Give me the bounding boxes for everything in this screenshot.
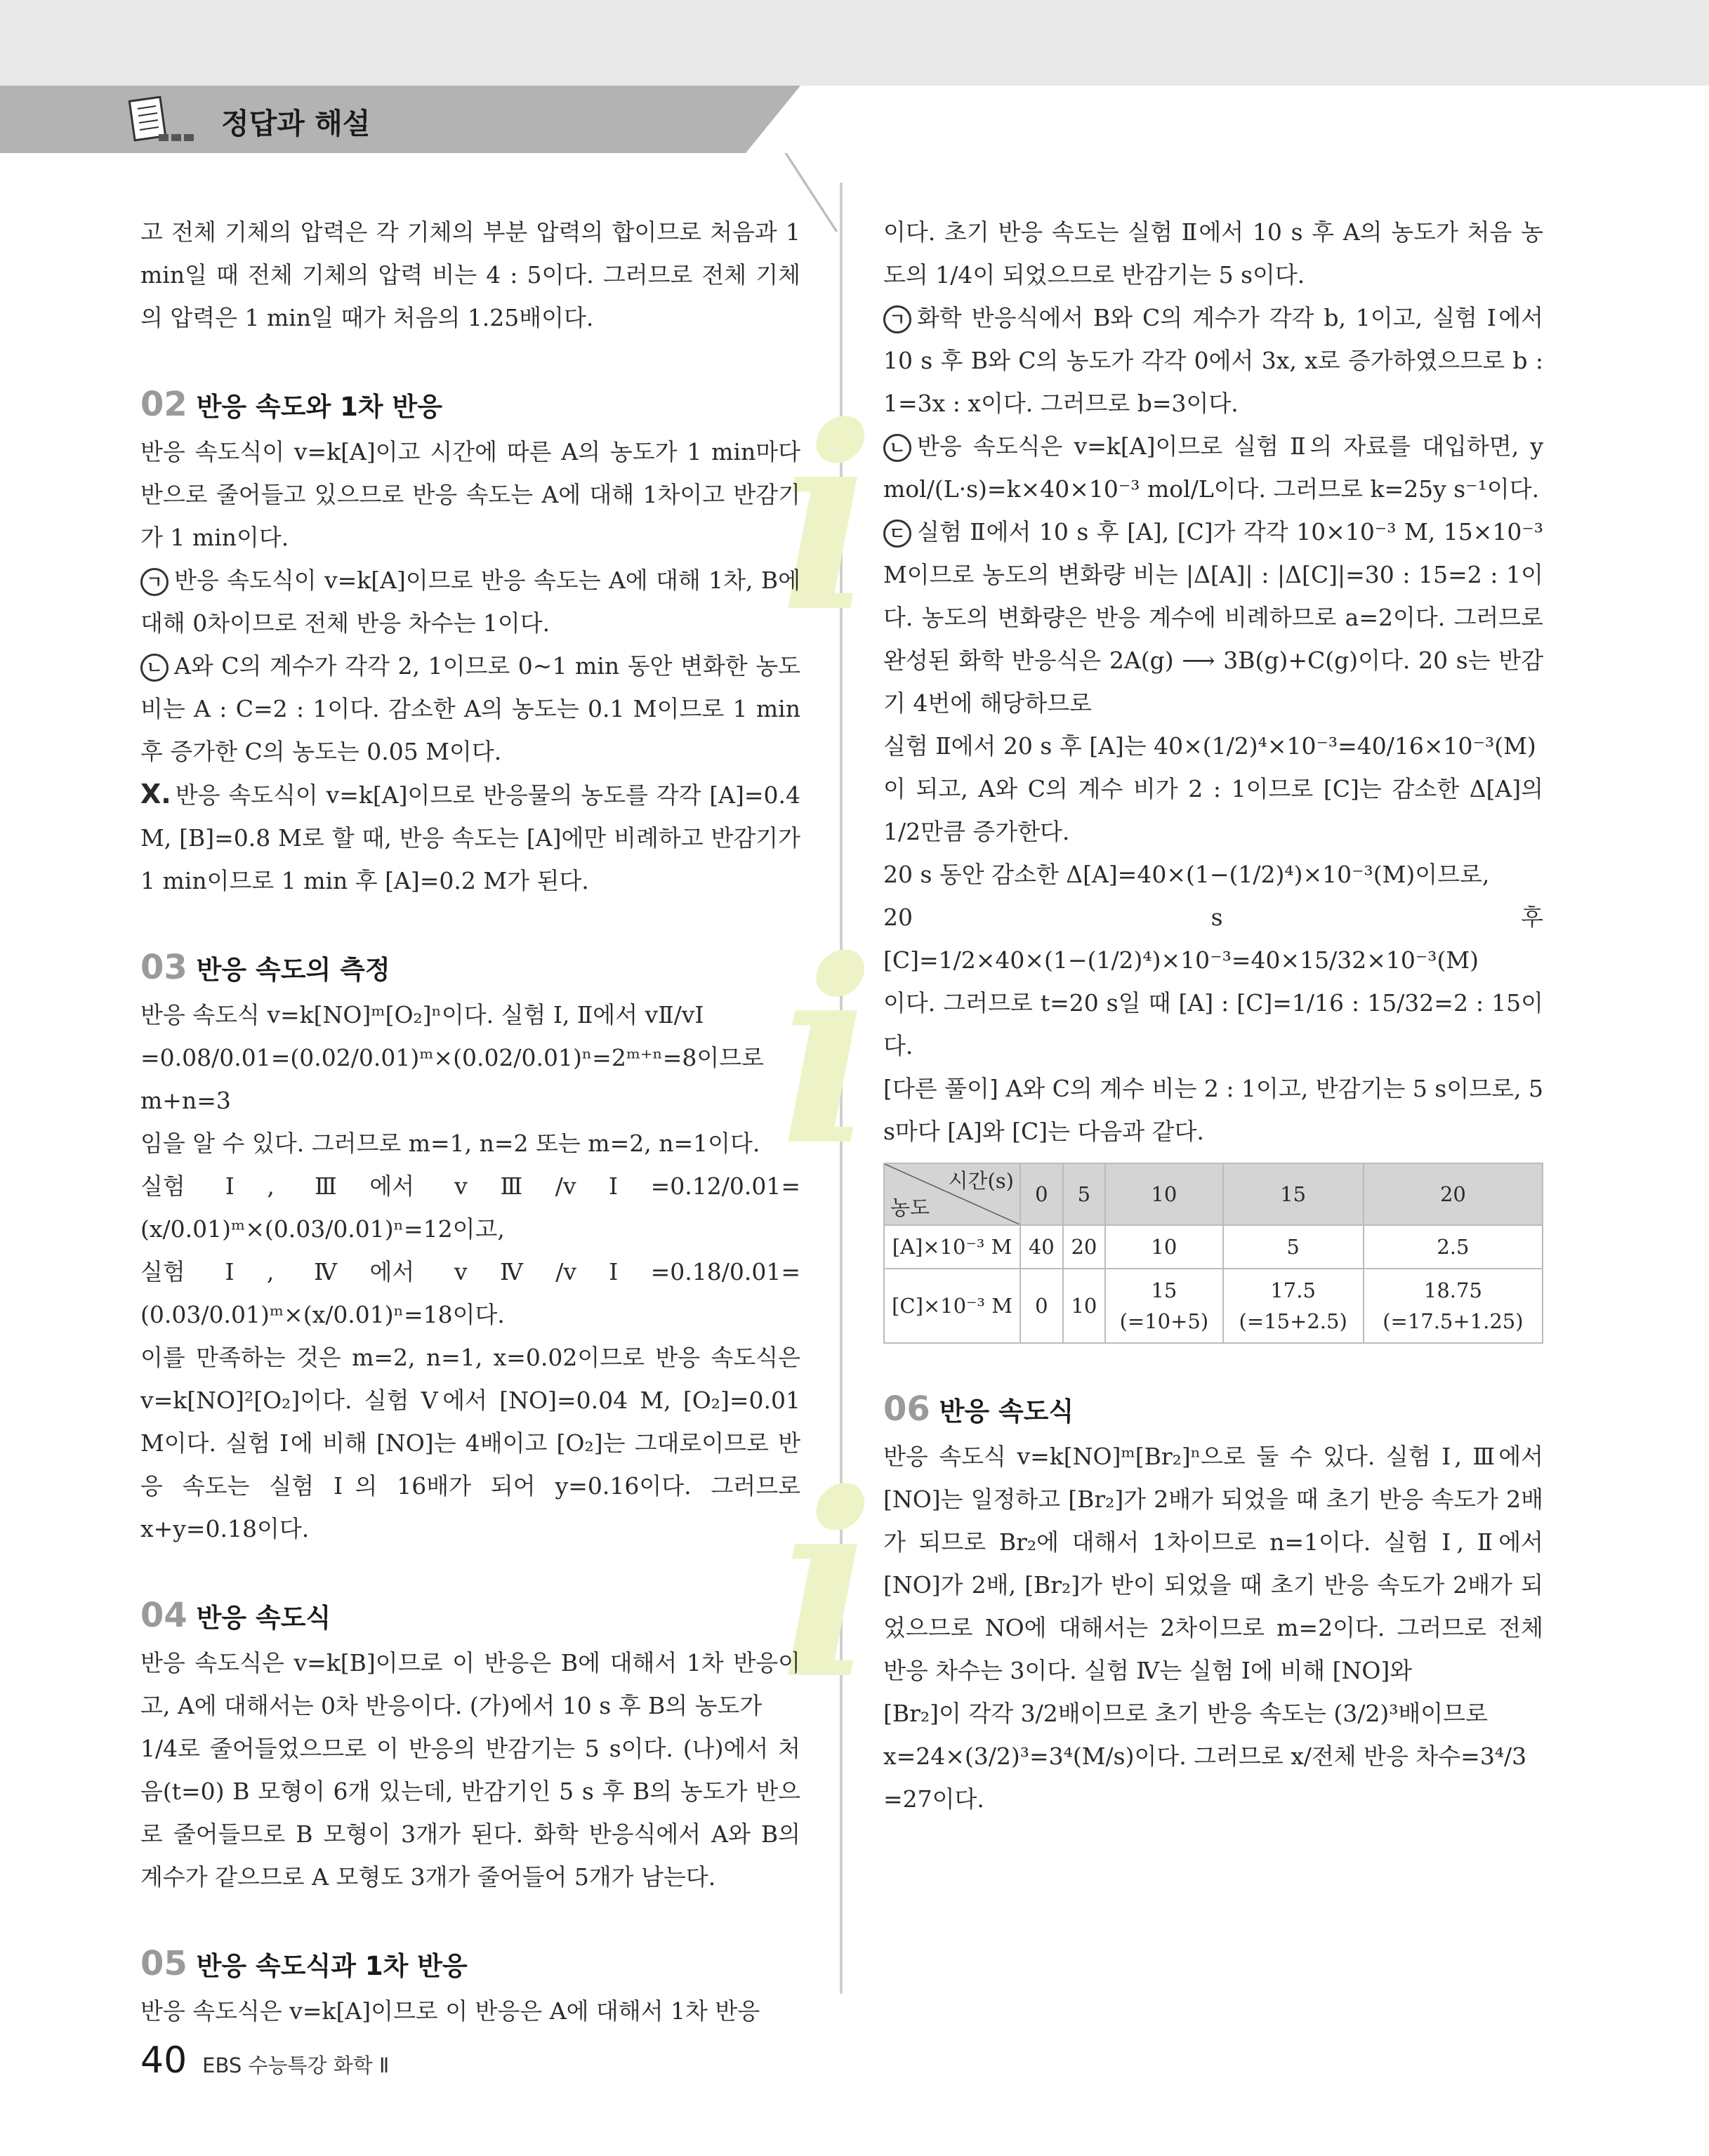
r-item-ga [883, 296, 1543, 425]
table-cell [1223, 1269, 1364, 1343]
r-eq-line-2: 이 되고, A와 C의 계수 비가 2 : 1이므로 [C]는 감소한 Δ[A]의 1/2만큼 증가한다. [883, 775, 1543, 845]
corner-top-label: 시간(s) [948, 1169, 1014, 1193]
cell-sub: (=10+5) [1119, 1309, 1209, 1333]
right-column [883, 211, 1543, 1820]
s03-line-6: 이를 만족하는 것은 m=2, n=1, x=0.02이므로 반응 속도식은 v=k[NO]²[O₂]이다. 실험 Ⅴ에서 [NO]=0.04 M, [O₂]=0.01 M이다. 실험 Ⅰ에 비해 [NO]는 4배이고 [O₂]는 그대로이므로 반응 속도는 실험 Ⅰ의 16배가 되어 y=0.16이다. 그러므로 x+y=0.18이다. [140, 1344, 800, 1542]
s02-item-ga-text: 반응 속도식이 v=k[A]이므로 반응 속도는 A에 대해 1차, B에 대해 0차이므로 전체 반응 차수는 1이다. [140, 567, 800, 637]
corner-bottom-label: 농도 [890, 1196, 930, 1219]
row-label: [A]×10⁻³ M [884, 1225, 1020, 1269]
s06-paragraph-1: 반응 속도식 v=k[NO]ᵐ[Br₂]ⁿ으로 둘 수 있다. 실험 Ⅰ, Ⅲ에서 [NO]는 일정하고 [Br₂]가 2배가 되었을 때 초기 반응 속도가 2배가 되므로 Br₂에 대해서 1차이므로 n=1이다. 실험 Ⅰ, Ⅱ에서 [NO]가 2배, [Br₂]가 반이 되었을 때 초기 반응 속도가 2배가 되었으므로 NO에 대해서는 2차이므로 m=2이다. 그러므로 전체 반응 차수는 3이다. 실험 Ⅳ는 실험 Ⅰ에 비해 [NO]와 [883, 1443, 1543, 1684]
table-cell: 20 [1063, 1225, 1106, 1269]
header-tab-slant [746, 86, 800, 153]
table-cell: 10 [1063, 1269, 1106, 1343]
alt-solution [883, 1067, 1543, 1153]
s03-line-3: 임을 알 수 있다. 그러므로 m=1, n=2 또는 m=2, n=1이다. [140, 1130, 760, 1157]
section-title: 반응 속도의 측정 [196, 955, 390, 985]
r-item-da-text: 실험 Ⅱ에서 10 s 후 [A], [C]가 각각 10×10⁻³ M, 15×10⁻³ M이므로 농도의 변화량 비는 |Δ[A]| : |Δ[C]|=30 : 15=2 : 1이다. 농도의 변화량은 반응 계수에 비례하므로 a=2이다. 그러므로 완성된 화학 반응식은 2A(g) ⟶ 3B(g)+C(g)이다. 20 s는 반감기 4번에 해당하므로 [883, 518, 1543, 717]
s02-item-da-text: 반응 속도식이 v=k[A]이므로 반응물의 농도를 각각 [A]=0.4 M, [B]=0.8 M로 할 때, 반응 속도는 [A]에만 비례하고 반감기가 1 min이므로 1 min 후 [A]=0.2 M가 된다. [140, 781, 800, 894]
table-corner-cell [884, 1163, 1020, 1225]
section-number: 05 [140, 1944, 187, 1983]
s03-line-2: =0.08/0.01=(0.02/0.01)ᵐ×(0.02/0.01)ⁿ=2ᵐ⁺ⁿ=8이므로 m+n=3 [140, 1044, 765, 1114]
section-title: 반응 속도와 1차 반응 [196, 392, 443, 422]
cell-value: 18.75 [1423, 1278, 1482, 1302]
r-eq-line-5: 이다. 그러므로 t=20 s일 때 [A] : [C]=1/16 : 15/32=2 : 15이다. [883, 989, 1543, 1059]
section-title: 반응 속도식과 1차 반응 [196, 1951, 468, 1981]
table-cell [1105, 1269, 1222, 1343]
section-title: 반응 속도식 [939, 1396, 1074, 1427]
section-title: 반응 속도식 [196, 1603, 331, 1633]
answer-sheet-icon [128, 95, 199, 147]
r-item-da [883, 510, 1543, 725]
page-number: 40 [140, 2039, 187, 2082]
s02-item-na-text: A와 C의 계수가 각각 2, 1이므로 0~1 min 동안 변화한 농도 비는 A : C=2 : 1이다. 감소한 A의 농도는 0.1 M이므로 1 min 후 증가한 C의 농도는 0.05 M이다. [140, 652, 800, 765]
table-cell: 2.5 [1364, 1225, 1543, 1269]
s03-line-5: 실험 Ⅰ, Ⅳ에서 vⅣ/vⅠ=0.18/0.01=(0.03/0.01)ᵐ×(x/0.01)ⁿ=18이다. [140, 1258, 800, 1328]
circled-da-icon: ㄷ [883, 520, 911, 548]
s04-paragraph-1: 반응 속도식은 v=k[B]이므로 이 반응은 B에 대해서 1차 반응이고, A에 대해서는 0차 반응이다. (가)에서 10 s 후 B의 농도가 [140, 1649, 800, 1719]
cell-value: 15 [1151, 1278, 1177, 1302]
watermark-i-3: i [779, 1438, 876, 1735]
watermark-i-2: i [779, 904, 876, 1201]
circled-na-icon: ㄴ [140, 654, 169, 682]
section-number: 02 [140, 385, 187, 424]
s02-item-ga [140, 559, 800, 644]
table-cell: 5 [1223, 1225, 1364, 1269]
time-cell: 5 [1063, 1163, 1106, 1225]
s06-paragraph-4: =27이다. [883, 1785, 984, 1813]
s02-item-da [140, 773, 800, 902]
circled-na-icon: ㄴ [883, 434, 911, 462]
r-eq-line-4: 20 s 후 [C]=1/2×40×(1−(1/2)⁴)×10⁻³=40×15/32×10⁻³(M) [883, 904, 1543, 974]
section-02-heading [140, 381, 800, 430]
section-04-heading [140, 1592, 800, 1641]
alt-label: [다른 풀이] [883, 1075, 998, 1102]
r-item-na [883, 425, 1543, 510]
section-06-heading [883, 1386, 1543, 1435]
table-cell [1364, 1269, 1543, 1343]
header-tab [0, 86, 746, 153]
concentration-table [883, 1163, 1543, 1344]
watermark-i-1: i [779, 371, 876, 668]
intro-paragraph: 고 전체 기체의 압력은 각 기체의 부분 압력의 합이므로 처음과 1 min일 때 전체 기체의 압력 비는 4 : 5이다. 그러므로 전체 기체의 압력은 1 min일 때가 처음의 1.25배이다. [140, 218, 800, 331]
r-item-ga-text: 화학 반응식에서 B와 C의 계수가 각각 b, 1이고, 실험 Ⅰ에서 10 s 후 B와 C의 농도가 각각 0에서 3x, x로 증가하였으므로 b : 1=3x : x이다. 그러므로 b=3이다. [883, 304, 1543, 417]
circled-ga-icon: ㄱ [883, 305, 911, 333]
section-number: 03 [140, 948, 187, 987]
table-cell: 10 [1105, 1225, 1222, 1269]
row-label: [C]×10⁻³ M [884, 1269, 1020, 1343]
table-row-a [884, 1225, 1543, 1269]
cell-value: 17.5 [1270, 1278, 1316, 1302]
alt-text: A와 C의 계수 비는 2 : 1이고, 반감기는 5 s이므로, 5 s마다 [A]와 [C]는 다음과 같다. [883, 1075, 1543, 1145]
s02-item-na [140, 644, 800, 773]
table-header-row [884, 1163, 1543, 1225]
time-cell: 15 [1223, 1163, 1364, 1225]
r-item-na-text: 반응 속도식은 v=k[A]이므로 실험 Ⅱ의 자료를 대입하면, y mol/(L·s)=k×40×10⁻³ mol/L이다. 그러므로 k=25y s⁻¹이다. [883, 432, 1543, 503]
time-cell: 10 [1105, 1163, 1222, 1225]
header-title: 정답과 해설 [221, 107, 371, 140]
book-title: EBS 수능특강 화학 Ⅱ [202, 2054, 390, 2077]
s05-paragraph: 반응 속도식은 v=k[A]이므로 이 반응은 A에 대해서 1차 반응 [140, 1997, 760, 2025]
page-footer [140, 2039, 389, 2082]
time-cell: 20 [1364, 1163, 1543, 1225]
table-row-c [884, 1269, 1543, 1343]
r-paragraph-1: 이다. 초기 반응 속도는 실험 Ⅱ에서 10 s 후 A의 농도가 처음 농도의 1/4이 되었으므로 반감기는 5 s이다. [883, 218, 1543, 289]
circled-ga-icon: ㄱ [140, 568, 169, 596]
s04-paragraph-2: 1/4로 줄어들었으므로 이 반응의 반감기는 5 s이다. (나)에서 처음(t=0) B 모형이 6개 있는데, 반감기인 5 s 후 B의 농도가 반으로 줄어들므로 B 모형이 3개가 된다. 화학 반응식에서 A와 B의 계수가 같으므로 A 모형도 3개가 줄어들어 5개가 남는다. [140, 1735, 800, 1891]
s06-paragraph-3: x=24×(3/2)³=3⁴(M/s)이다. 그러므로 x/전체 반응 차수=3⁴/3 [883, 1742, 1527, 1770]
section-number: 04 [140, 1596, 187, 1635]
s02-paragraph: 반응 속도식이 v=k[A]이고 시간에 따른 A의 농도가 1 min마다 반으로 줄어들고 있으므로 반응 속도는 A에 대해 1차이고 반감기가 1 min이다. [140, 438, 800, 551]
table-cell: 40 [1020, 1225, 1063, 1269]
left-column [140, 211, 800, 2032]
section-03-heading [140, 944, 800, 993]
cell-sub: (=15+2.5) [1239, 1309, 1347, 1333]
s06-paragraph-2: [Br₂]이 각각 3/2배이므로 초기 반응 속도는 (3/2)³배이므로 [883, 1700, 1488, 1727]
r-eq-line-1: 실험 Ⅱ에서 20 s 후 [A]는 40×(1/2)⁴×10⁻³=40/16×10⁻³(M) [883, 732, 1536, 760]
time-cell: 0 [1020, 1163, 1063, 1225]
s03-line-1: 반응 속도식 v=k[NO]ᵐ[O₂]ⁿ이다. 실험 Ⅰ, Ⅱ에서 vⅡ/vⅠ [140, 1001, 704, 1029]
r-eq-line-3: 20 s 동안 감소한 Δ[A]=40×(1−(1/2)⁴)×10⁻³(M)이므로, [883, 861, 1490, 888]
section-05-heading [140, 1940, 800, 1990]
table-cell: 0 [1020, 1269, 1063, 1343]
s03-line-4: 실험 Ⅰ, Ⅲ에서 vⅢ/vⅠ=0.12/0.01=(x/0.01)ᵐ×(0.03/0.01)ⁿ=12이고, [140, 1172, 800, 1243]
cell-sub: (=17.5+1.25) [1383, 1309, 1524, 1333]
section-number: 06 [883, 1389, 930, 1429]
top-band [0, 0, 1709, 86]
crossed-da-icon: X. [140, 779, 171, 809]
